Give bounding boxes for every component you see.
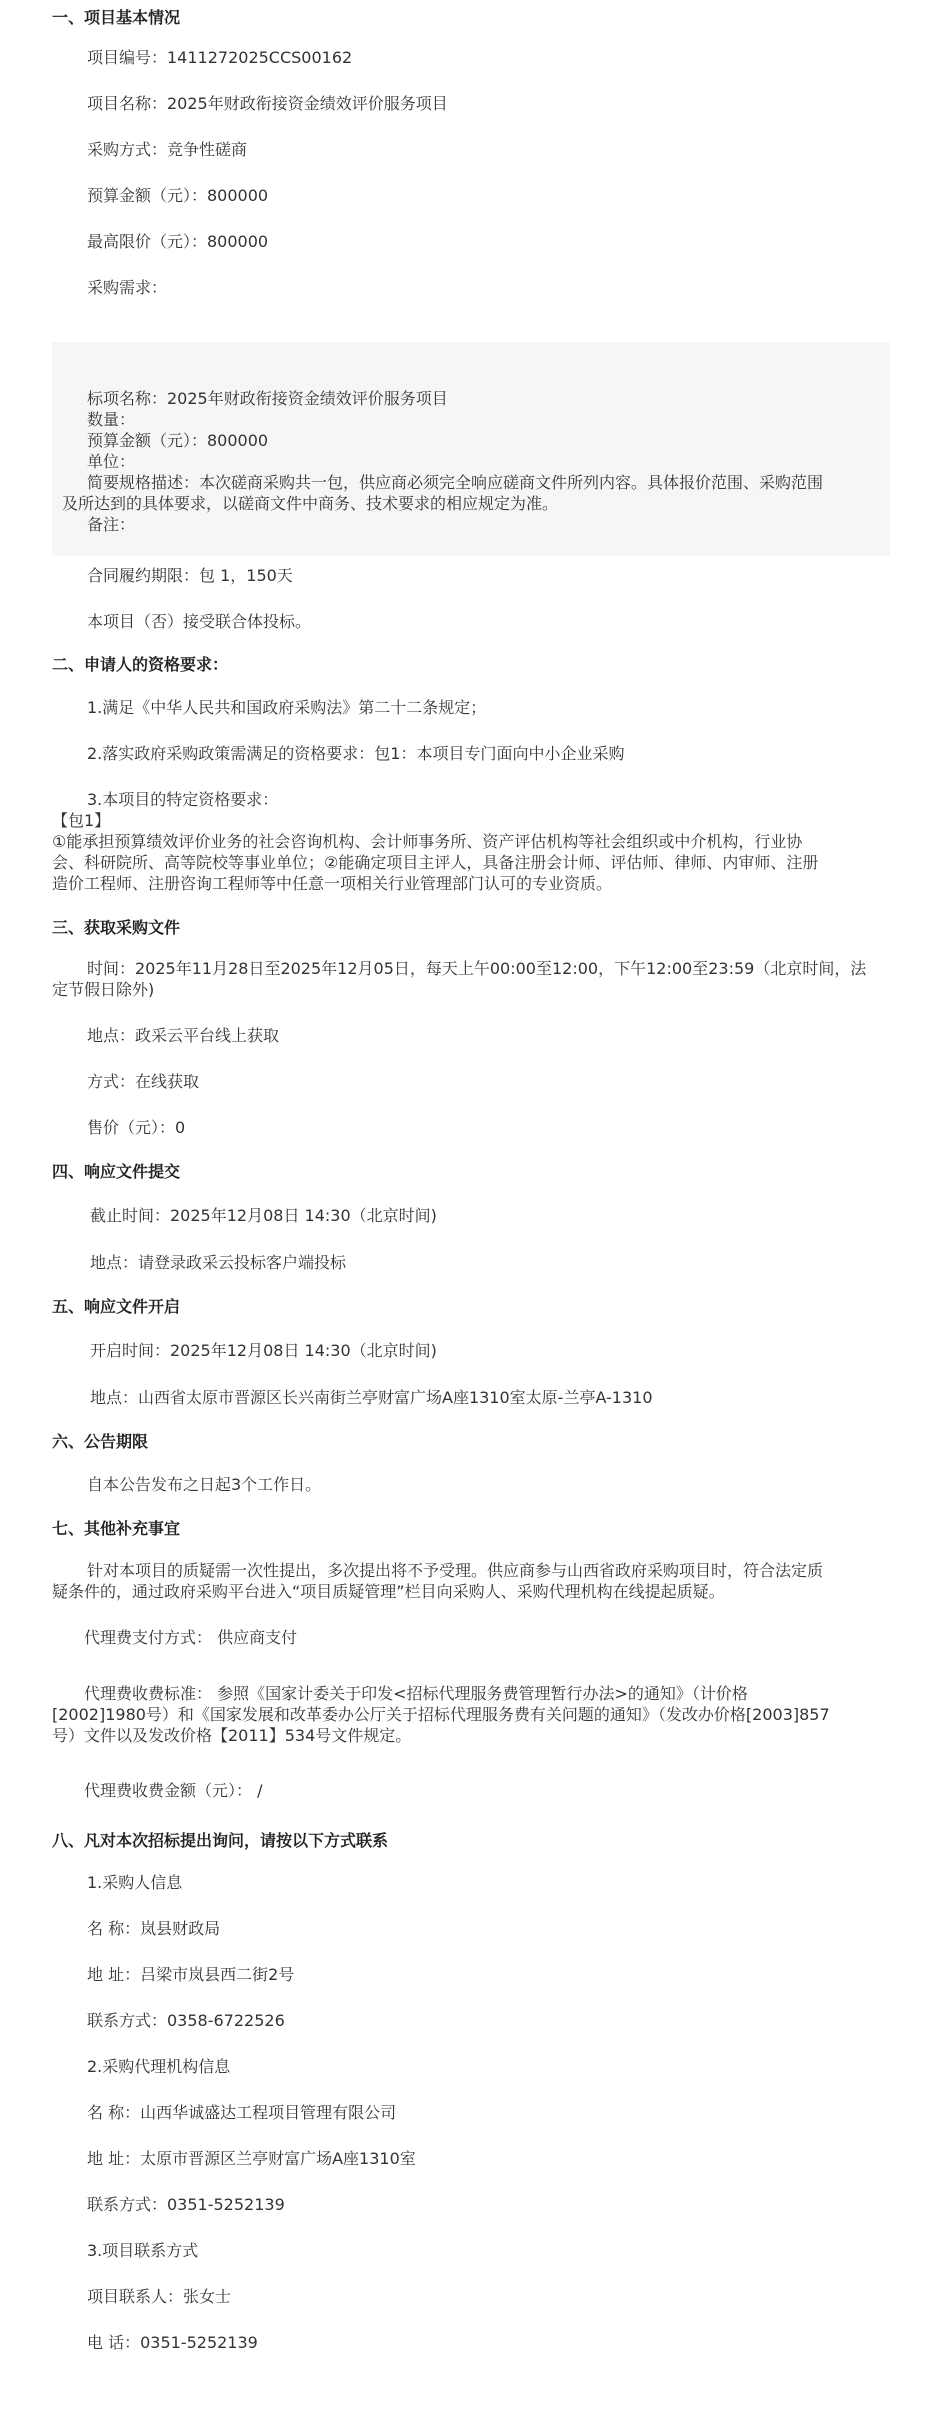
document-price: 售价（元）：0	[87, 1118, 186, 1137]
agent-address: 地 址：太原市晋源区兰亭财富广场A座1310室	[87, 2149, 416, 2168]
opening-place: 地点：山西省太原市晋源区长兴南街兰亭财富广场A座1310室太原-兰亭A-1310	[90, 1388, 653, 1407]
agent-name: 名 称：山西华诚盛达工程项目管理有限公司	[87, 2103, 397, 2122]
section-heading-basic-info: 一、项目基本情况	[52, 8, 181, 27]
agency-fee-amount: 代理费收费金额（元）： /	[84, 1781, 263, 1800]
agency-fee-standard-line-1: 代理费收费标准： 参照《国家计委关于印发<招标代理服务费管理暂行办法>的通知》（计价格	[84, 1684, 748, 1703]
lot-name: 标项名称：2025年财政衔接资金绩效评价服务项目	[87, 389, 448, 408]
special-req-line-1: ①能承担预算绩效评价业务的社会咨询机构、会计师事务所、资产评估机构等社会组织或中介机构，行业协	[52, 832, 803, 851]
buyer-phone: 联系方式：0358-6722526	[87, 2011, 285, 2030]
challenge-note-line-2: 疑条件的，通过政府采购平台进入“项目质疑管理”栏目向采购人、采购代理机构在线提起质疑。	[52, 1582, 725, 1601]
qualification-req-1: 1.满足《中华人民共和国政府采购法》第二十二条规定；	[87, 698, 487, 717]
budget-amount: 预算金额（元）：800000	[87, 186, 269, 205]
project-contact-person: 项目联系人：张女士	[87, 2287, 232, 2306]
submission-place: 地点：请登录政采云投标客户端投标	[90, 1253, 347, 1272]
package-label: 【包1】	[52, 811, 111, 830]
notice-period-text: 自本公告发布之日起3个工作日。	[87, 1475, 322, 1494]
lot-budget: 预算金额（元）：800000	[87, 431, 269, 450]
procurement-method: 采购方式：竞争性磋商	[87, 140, 248, 159]
project-contact-phone: 电 话：0351-5252139	[87, 2333, 258, 2352]
section-heading-submission: 四、响应文件提交	[52, 1162, 181, 1181]
agent-phone: 联系方式：0351-5252139	[87, 2195, 285, 2214]
agency-fee-standard-line-3: 号）文件以及发改价格【2011】534号文件规定。	[52, 1726, 412, 1745]
obtain-method: 方式：在线获取	[87, 1072, 200, 1091]
section-heading-contact: 八、凡对本次招标提出询问，请按以下方式联系	[52, 1831, 389, 1850]
challenge-note-line-1: 针对本项目的质疑需一次性提出，多次提出将不予受理。供应商参与山西省政府采购项目时，符合法定质	[87, 1561, 824, 1580]
section-heading-obtain-docs: 三、获取采购文件	[52, 918, 181, 937]
project-name: 项目名称：2025年财政衔接资金绩效评价服务项目	[87, 94, 448, 113]
project-contact-title: 3.项目联系方式	[87, 2241, 199, 2260]
agent-info-title: 2.采购代理机构信息	[87, 2057, 231, 2076]
lot-spec-line-2: 及所达到的具体要求，以磋商文件中商务、技术要求的相应规定为准。	[62, 494, 559, 513]
qualification-req-2: 2.落实政府采购政策需满足的资格要求：包1：本项目专门面向中小企业采购	[87, 744, 625, 763]
section-heading-opening: 五、响应文件开启	[52, 1297, 181, 1316]
section-heading-notice-period: 六、公告期限	[52, 1432, 149, 1451]
lot-quantity: 数量：	[87, 410, 136, 429]
buyer-address: 地 址：吕梁市岚县西二街2号	[87, 1965, 295, 1984]
obtain-time-line-2: 定节假日除外)	[52, 980, 155, 999]
obtain-place: 地点：政采云平台线上获取	[87, 1026, 280, 1045]
agency-fee-standard-line-2: [2002]1980号）和《国家发展和改革委办公厅关于招标代理服务费有关问题的通知》（发改办价格[2003]857	[52, 1705, 830, 1724]
contract-period: 合同履约期限：包 1，150天	[87, 566, 293, 585]
procurement-demand-label: 采购需求：	[87, 278, 168, 297]
section-heading-other-matters: 七、其他补充事宜	[52, 1519, 181, 1538]
obtain-time-line-1: 时间：2025年11月28日至2025年12月05日，每天上午00:00至12:00，下午12:00至23:59（北京时间，法	[87, 959, 867, 978]
lot-spec-line-1: 简要规格描述：本次磋商采购共一包，供应商必须完全响应磋商文件所列内容。具体报价范围、采购范围	[87, 473, 824, 492]
buyer-name: 名 称：岚县财政局	[87, 1919, 221, 1938]
consortium-note: 本项目（否）接受联合体投标。	[87, 612, 312, 631]
buyer-info-title: 1.采购人信息	[87, 1873, 183, 1892]
lot-unit: 单位：	[87, 452, 136, 471]
special-req-line-2: 会、科研院所、高等院校等事业单位；②能确定项目主评人，具备注册会计师、评估师、律师、内审师、注册	[52, 853, 819, 872]
section-heading-qualification: 二、申请人的资格要求：	[52, 655, 229, 674]
special-req-line-3: 造价工程师、注册咨询工程师等中任意一项相关行业管理部门认可的专业资质。	[52, 874, 613, 893]
project-number: 项目编号：1411272025CCS00162	[87, 48, 353, 67]
max-price: 最高限价（元）：800000	[87, 232, 269, 251]
qualification-req-3: 3.本项目的特定资格要求：	[87, 790, 279, 809]
lot-remark: 备注：	[87, 515, 136, 534]
submission-deadline: 截止时间：2025年12月08日 14:30（北京时间)	[90, 1206, 437, 1225]
agency-fee-payment: 代理费支付方式： 供应商支付	[84, 1628, 298, 1647]
opening-time: 开启时间：2025年12月08日 14:30（北京时间)	[90, 1341, 437, 1360]
